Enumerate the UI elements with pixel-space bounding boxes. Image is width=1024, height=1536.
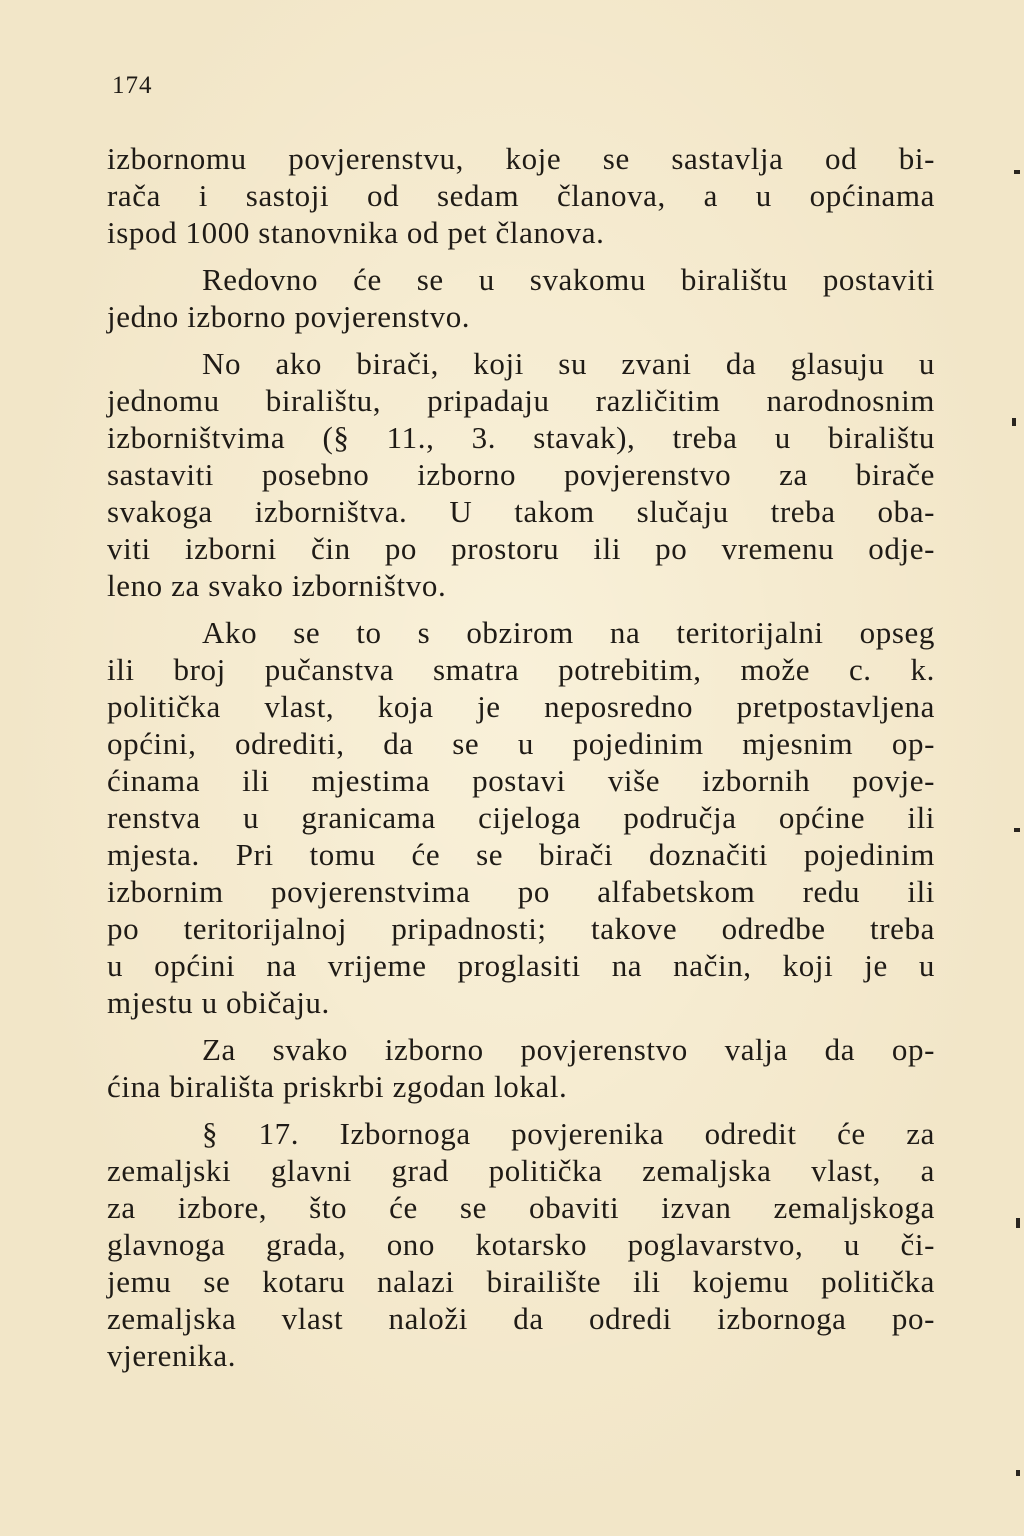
- scan-mark: [1016, 1470, 1020, 1476]
- text-line: ispod 1000 stanovnika od pet članova.: [107, 215, 605, 250]
- text-line: jedno izborno povjerenstvo.: [107, 299, 471, 334]
- text-line: za izbore, što će se obaviti izvan zemaljskoga: [107, 1190, 935, 1225]
- text-line: u općini na vrijeme proglasiti na način, koji je u: [107, 948, 935, 983]
- text-line: viti izborni čin po prostoru ili po vremenu odje-: [107, 531, 935, 566]
- paragraph: [107, 345, 935, 604]
- paragraph: [107, 1031, 935, 1105]
- text-line: renstva u granicama cijeloga područja općine ili: [107, 800, 935, 835]
- text-line: No ako birači, koji su zvani da glasuju u: [202, 346, 935, 381]
- text-line: općini, odrediti, da se u pojedinim mjesnim op-: [107, 726, 935, 761]
- text-line: zemaljski glavni grad politička zemaljska vlast, a: [107, 1153, 935, 1188]
- text-line: sastaviti posebno izborno povjerenstvo za birače: [107, 457, 935, 492]
- text-line: leno za svako izborništvo.: [107, 568, 447, 603]
- text-line: izbornim povjerenstvima po alfabetskom redu ili: [107, 874, 935, 909]
- text-line: § 17. Izbornoga povjerenika odredit će za: [202, 1116, 935, 1151]
- text-line: jemu se kotaru nalazi birailište ili kojemu politička: [107, 1264, 935, 1299]
- text-line: ćina birališta priskrbi zgodan lokal.: [107, 1069, 568, 1104]
- text-line: glavnoga grada, ono kotarsko poglavarstvo, u či-: [107, 1227, 935, 1262]
- text-line: mjestu u običaju.: [107, 985, 330, 1020]
- scan-mark: [1014, 170, 1020, 174]
- paragraph: [107, 140, 935, 251]
- text-line: politička vlast, koja je neposredno pretpostavljena: [107, 689, 935, 724]
- scan-mark: [1016, 1218, 1020, 1228]
- text-line: ili broj pučanstva smatra potrebitim, može c. k.: [107, 652, 935, 687]
- text-line: svakoga izborništva. U takom slučaju treba oba-: [107, 494, 935, 529]
- scan-mark: [1012, 418, 1016, 426]
- text-line: Za svako izborno povjerenstvo valja da op-: [202, 1032, 935, 1067]
- text-line: po teritorijalnoj pripadnosti; takove odredbe treba: [107, 911, 935, 946]
- body-text: [107, 140, 935, 1374]
- text-line: izbornomu povjerenstvu, koje se sastavlja od bi-: [107, 141, 935, 176]
- text-line: rača i sastoji od sedam članova, a u općinama: [107, 178, 935, 213]
- text-line: vjerenika.: [107, 1338, 237, 1373]
- scan-mark: [1014, 828, 1020, 832]
- text-line: izborništvima (§ 11., 3. stavak), treba u biralištu: [107, 420, 935, 455]
- text-line: jednomu biralištu, pripadaju različitim narodnosnim: [107, 383, 935, 418]
- page-number: 174: [112, 72, 153, 99]
- paragraph: [107, 614, 935, 1021]
- paragraph: [107, 1115, 935, 1374]
- text-line: mjesta. Pri tomu će se birači doznačiti pojedinim: [107, 837, 935, 872]
- paragraph: [107, 261, 935, 335]
- text-line: Ako se to s obzirom na teritorijalni opseg: [202, 615, 935, 650]
- text-line: ćinama ili mjestima postavi više izbornih povje-: [107, 763, 935, 798]
- text-line: Redovno će se u svakomu biralištu postaviti: [202, 262, 935, 297]
- text-line: zemaljska vlast naloži da odredi izbornoga po-: [107, 1301, 935, 1336]
